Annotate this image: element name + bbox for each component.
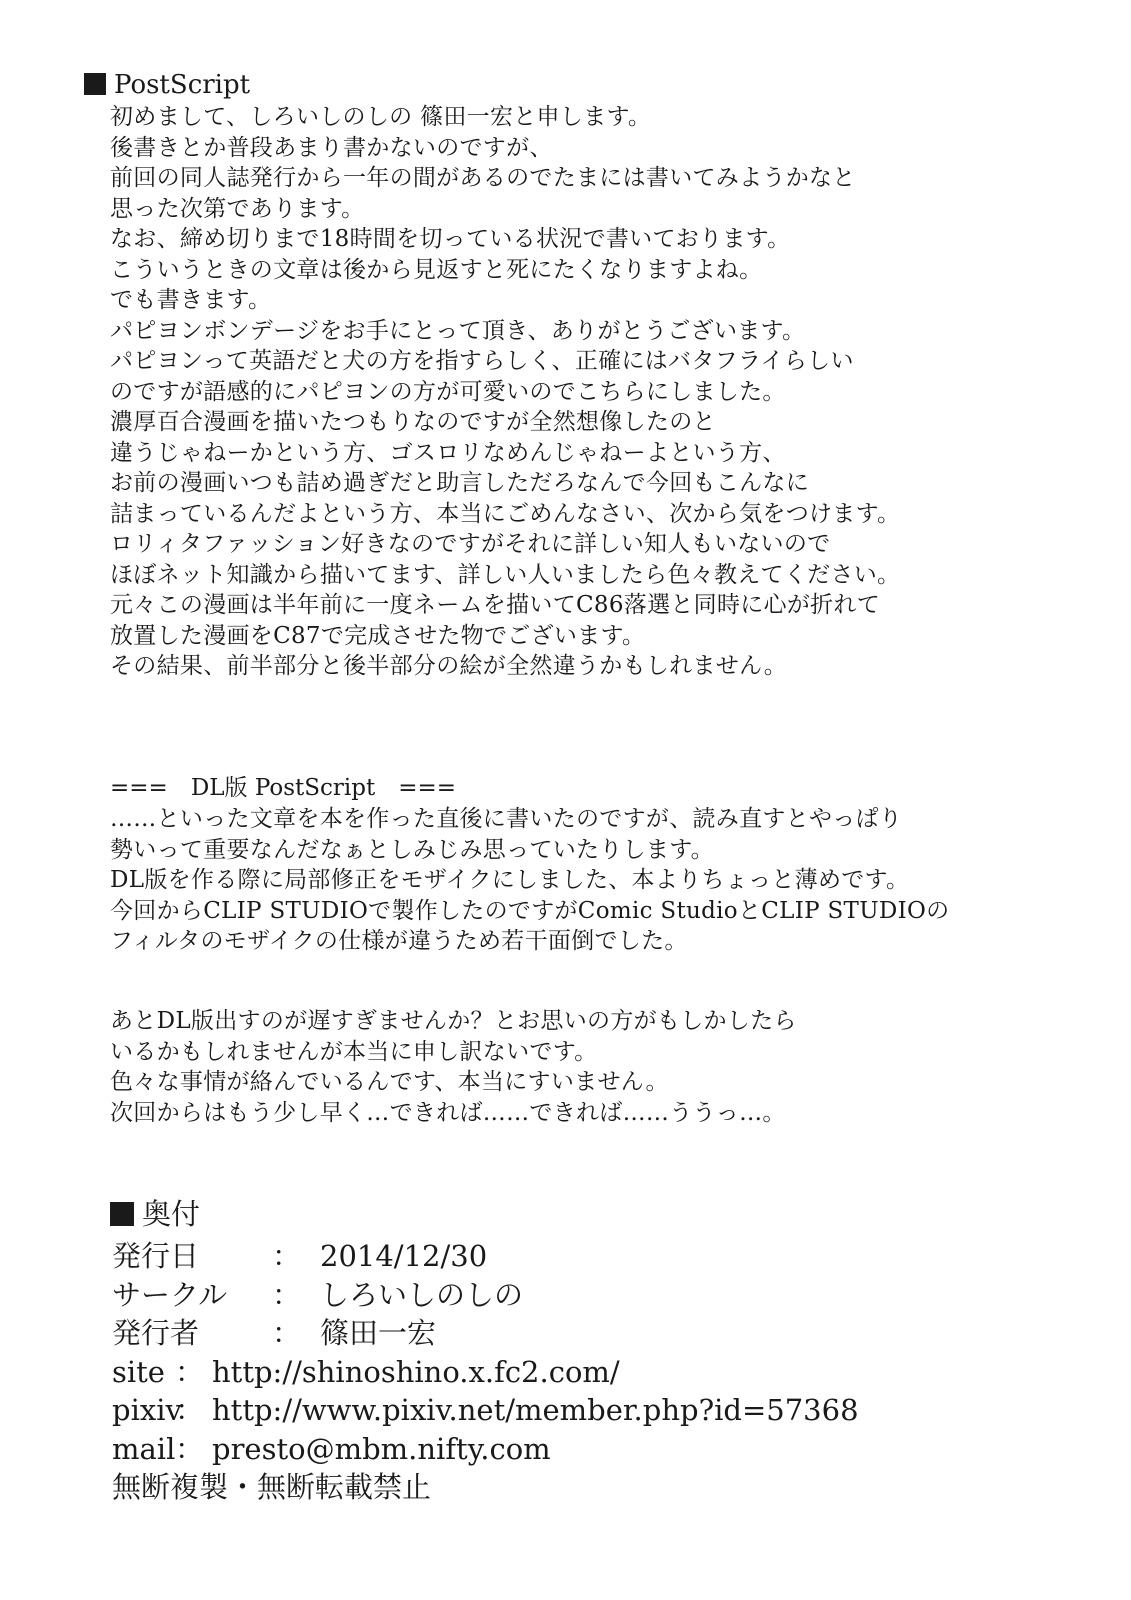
postscript-line: パピヨンボンデージをお手にとって頂き、ありがとうございます。 [110, 317, 806, 344]
dl-postscript-line: あとDL版出すのが遅すぎませんか？とお思いの方がもしかしたら [110, 1008, 797, 1034]
postscript-line: 思った次第であります。 [110, 195, 365, 222]
colophon-separator: ： [272, 1239, 302, 1273]
colophon-separator: ： [272, 1316, 302, 1350]
colophon-key: pixiv [112, 1393, 182, 1427]
colophon-row [112, 1353, 620, 1392]
dl-postscript-line: 色々な事情が絡んでいるんです、本当にすいません。 [110, 1069, 669, 1095]
colophon-separator: ： [175, 1393, 205, 1427]
square-bullet-icon [84, 73, 106, 95]
colophon-heading-text: 奥付 [142, 1197, 201, 1231]
colophon-separator: ： [272, 1277, 302, 1312]
colophon-row [112, 1237, 488, 1276]
postscript-line: 元々この漫画は半年前に一度ネームを描いてC86落選と同時に心が折れて [110, 592, 881, 618]
postscript-line: 前回の同人誌発行から一年の間があるのでたまには書いてみようかなと [110, 165, 856, 191]
postscript-line: 初めまして、しろいしのしの 篠田一宏と申します。 [110, 104, 652, 130]
mail-link[interactable]: presto@mbm.nifty.com [212, 1431, 551, 1466]
colophon-value: しろいしのしの [320, 1277, 524, 1312]
colophon-row [112, 1314, 437, 1353]
postscript-body [110, 102, 900, 682]
colophon-separator: ： [175, 1354, 205, 1389]
postscript-line: こういうときの文章は後から見返すと死にたくなりますよね。 [110, 256, 763, 283]
postscript-line: 違うじゃねーかという方、ゴスロリなめんじゃねーよという方、 [110, 439, 786, 466]
colophon-row [112, 1276, 524, 1315]
dl-postscript-body [110, 804, 949, 957]
colophon-key: site [112, 1354, 165, 1389]
postscript-line: パピヨンって英語だと犬の方を指すらしく、正確にはバタフライらしい [110, 348, 854, 374]
dl-postscript-line: いるかもしれませんが本当に申し訳ないです。 [110, 1038, 598, 1065]
colophon-key: 発行日 [112, 1239, 200, 1273]
postscript-line: なお、締め切りまで18時間を切っている状況で書いております。 [110, 226, 791, 252]
dl-postscript-line: ……といった文章を本を作った直後に書いたのですが、読み直すとやっぱり [110, 806, 903, 832]
postscript-heading-text: PostScript [114, 70, 251, 100]
postscript-line: 詰まっているんだよという方、本当にごめんなさい、次から気をつけます。 [110, 500, 901, 527]
dl-postscript-body-2 [110, 1006, 797, 1128]
dl-postscript-line: DL版を作る際に局部修正をモザイクにしました、本よりちょっと薄めです。 [110, 867, 910, 893]
colophon-footer: 無断複製・無断転載禁止 [112, 1470, 432, 1504]
dl-postscript-line: フィルタのモザイクの仕様が違うため若干面倒でした。 [110, 928, 688, 954]
dl-postscript-line: 次回からはもう少し早く…できれば……できれば……ううっ…。 [110, 1099, 786, 1126]
postscript-line: のですが語感的にパピヨンの方が可愛いのでこちらにしました。 [110, 378, 786, 405]
colophon-value: 篠田一宏 [320, 1316, 437, 1350]
postscript-line: ロリィタファッション好きなのですがそれに詳しい知人もいないので [110, 531, 831, 557]
colophon-key: 発行者 [112, 1316, 200, 1350]
colophon-key: サークル [112, 1277, 228, 1312]
postscript-line: でも書きます。 [110, 287, 272, 313]
square-bullet-icon [110, 1202, 134, 1226]
pixiv-link[interactable]: http://www.pixiv.net/member.php?id=57368 [212, 1393, 859, 1427]
site-link[interactable]: http://shinoshino.x.fc2.com/ [212, 1354, 620, 1389]
dl-postscript-line: 勢いって重要なんだなぁとしみじみ思っていたりします。 [110, 836, 714, 863]
postscript-line: お前の漫画いつも詰め過ぎだと助言しただろなんで今回もこんなに [110, 470, 809, 496]
colophon-heading [110, 1197, 200, 1231]
colophon-row [112, 1430, 551, 1469]
postscript-line: 放置した漫画をC87で完成させた物でございます。 [110, 622, 646, 649]
postscript-line: 濃厚百合漫画を描いたつもりなのですが全然想像したのと [110, 409, 716, 435]
postscript-line: その結果、前半部分と後半部分の絵が全然違うかもしれません。 [110, 653, 788, 679]
postscript-line: 後書きとか普段あまり書かないのですが、 [110, 134, 553, 161]
dl-postscript-line: 今回からCLIP STUDIOで製作したのですがComic StudioとCLIP STUDIOの [110, 897, 950, 924]
colophon-key: mail [112, 1431, 176, 1466]
colophon-value: 2014/12/30 [320, 1239, 488, 1273]
colophon-separator: ： [175, 1431, 205, 1466]
colophon-row [112, 1391, 859, 1430]
colophon-table [112, 1237, 859, 1507]
postscript-heading [84, 70, 250, 100]
postscript-line: ほぼネット知識から描いてます、詳しい人いましたら色々教えてください。 [110, 561, 901, 588]
dl-postscript-heading: === DL版 PostScript === [110, 775, 457, 801]
